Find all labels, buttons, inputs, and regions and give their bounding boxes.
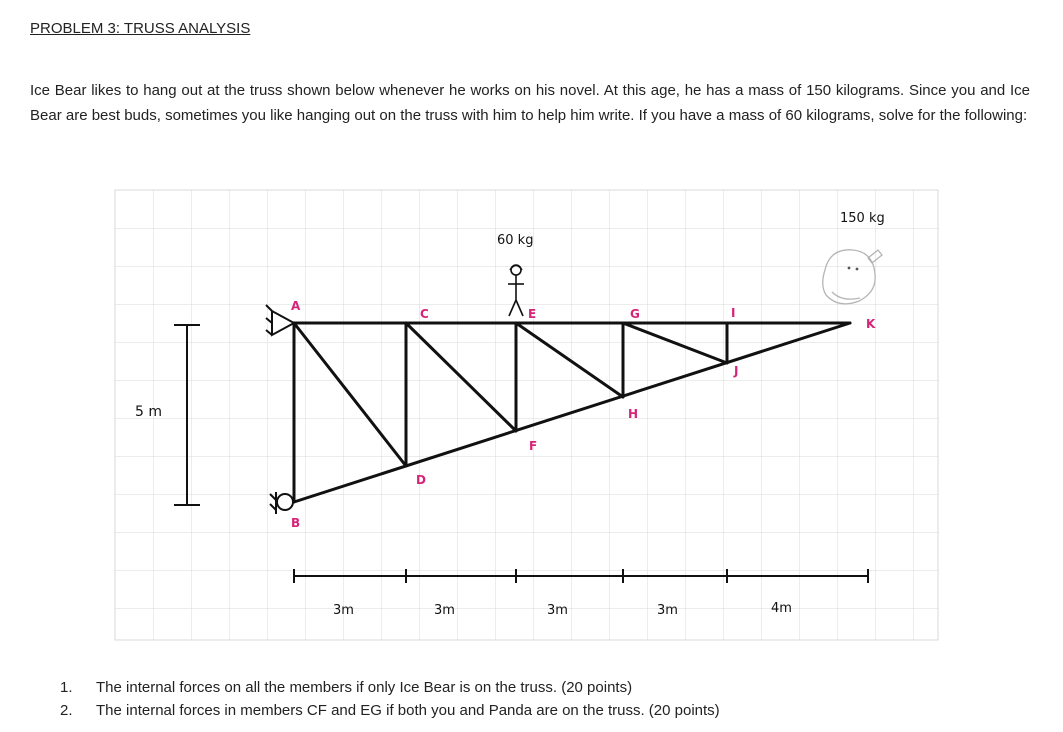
question-item bbox=[60, 676, 720, 699]
span-label: 3m bbox=[333, 603, 354, 618]
question-number: 1. bbox=[60, 679, 73, 696]
grid-background bbox=[115, 190, 938, 640]
node-label-I: I bbox=[731, 306, 736, 320]
problem-heading: PROBLEM 3: TRUSS ANALYSIS bbox=[30, 20, 251, 37]
person-load-label: 60 kg bbox=[497, 233, 534, 248]
node-label-F: F bbox=[529, 439, 538, 453]
node-label-D: D bbox=[416, 473, 426, 487]
bear-load-label: 150 kg bbox=[840, 211, 885, 226]
problem-intro: Ice Bear likes to hang out at the truss shown below whenever he works on his novel. At this age, he has a mass of 150 kilograms. Since you and Ice Bear are best buds, sometimes you like hanging out on the truss with him to help him write. If you have a mass of 60 kilograms, solve for the following: bbox=[30, 82, 1030, 124]
question-item bbox=[60, 699, 720, 722]
span-label: 3m bbox=[434, 603, 455, 618]
height-label: 5 m bbox=[135, 404, 162, 420]
node-label-A: A bbox=[291, 299, 301, 313]
node-label-G: G bbox=[630, 307, 640, 321]
node-label-J: J bbox=[734, 364, 739, 378]
question-list bbox=[60, 676, 720, 722]
node-label-H: H bbox=[628, 407, 639, 421]
question-text: The internal forces on all the members if only Ice Bear is on the truss. (20 points) bbox=[96, 679, 633, 696]
node-label-B: B bbox=[291, 516, 301, 530]
question-number: 2. bbox=[60, 702, 73, 719]
span-label: 3m bbox=[547, 603, 568, 618]
question-text: The internal forces in members CF and EG if both you and Panda are on the truss. (20 points) bbox=[96, 702, 720, 719]
node-label-K: K bbox=[866, 317, 876, 331]
node-label-E: E bbox=[528, 307, 537, 321]
node-label-C: C bbox=[420, 307, 429, 321]
span-label: 4m bbox=[771, 601, 792, 616]
span-label: 3m bbox=[657, 603, 678, 618]
